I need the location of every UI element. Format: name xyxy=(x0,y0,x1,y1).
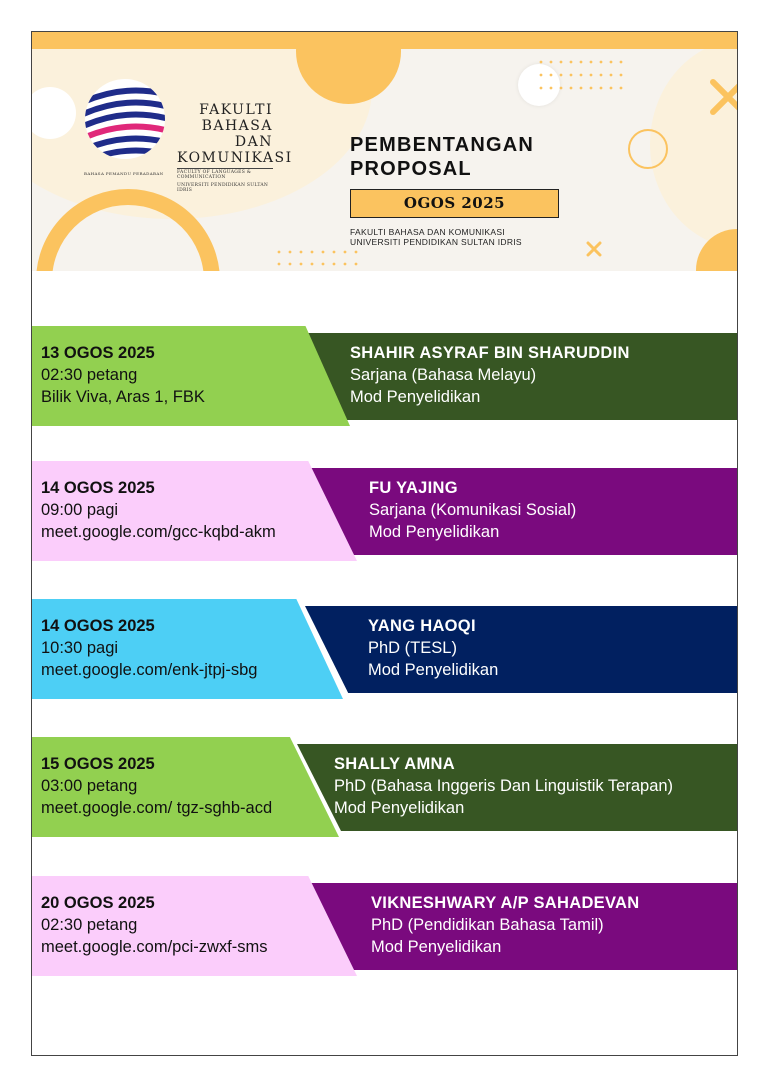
session-date: 14 OGOS 2025 xyxy=(41,479,155,497)
session-venue: meet.google.com/enk-jtpj-sbg xyxy=(41,661,258,679)
poster xyxy=(31,31,738,1056)
session-date: 15 OGOS 2025 xyxy=(41,755,155,773)
presenter-program: PhD (TESL) xyxy=(368,639,457,657)
session-venue: Bilik Viva, Aras 1, FBK xyxy=(41,388,205,406)
title-line-1: PEMBENTANGAN xyxy=(350,134,535,156)
presenter-program: Sarjana (Komunikasi Sosial) xyxy=(369,501,577,519)
logo-line-3: KOMUNIKASI xyxy=(177,150,293,166)
presenter-mode: Mod Penyelidikan xyxy=(334,799,465,817)
logo-sub-1: FACULTY OF LANGUAGES & COMMUNICATION xyxy=(177,168,273,180)
deco-dots-bottom xyxy=(276,249,362,269)
session-time: 10:30 pagi xyxy=(41,639,119,657)
presenter-name: YANG HAOQI xyxy=(368,617,476,635)
session-time: 02:30 petang xyxy=(41,916,138,934)
presenter-name: VIKNESHWARY A/P SAHADEVAN xyxy=(371,894,640,912)
presenter-program: PhD (Pendidikan Bahasa Tamil) xyxy=(371,916,604,934)
session-time: 09:00 pagi xyxy=(41,501,119,519)
schedule-text xyxy=(41,753,272,819)
top-stripe xyxy=(32,32,737,49)
presenter-mode: Mod Penyelidikan xyxy=(368,661,499,679)
schedule-text xyxy=(41,342,205,408)
presenter-text xyxy=(350,342,630,408)
deco-cross-icon xyxy=(708,77,737,117)
logo-line-2: BAHASA DAN xyxy=(201,118,273,150)
presenter-name: FU YAJING xyxy=(369,479,458,497)
presenter-text xyxy=(334,753,673,819)
presenter-mode: Mod Penyelidikan xyxy=(369,523,500,541)
schedule-text xyxy=(41,615,257,681)
session-venue: meet.google.com/gcc-kqbd-akm xyxy=(41,523,276,541)
presenter-text xyxy=(369,477,576,543)
session-date: 13 OGOS 2025 xyxy=(41,344,155,362)
deco-small-cross-icon xyxy=(585,240,603,258)
organization xyxy=(350,227,522,247)
logo-line-1: FAKULTI xyxy=(199,102,273,118)
presenter-mode: Mod Penyelidikan xyxy=(371,938,502,956)
page-title xyxy=(350,133,534,181)
deco-dots-top xyxy=(538,59,630,93)
faculty-logo-text xyxy=(177,102,293,193)
session-time: 02:30 petang xyxy=(41,366,138,384)
logo-sub-2: UNIVERSITI PENDIDIKAN SULTAN IDRIS xyxy=(177,183,269,193)
presenter-name: SHALLY AMNA xyxy=(334,755,455,773)
session-date: 14 OGOS 2025 xyxy=(41,617,155,635)
schedule-text xyxy=(41,477,276,543)
org-line-1: FAKULTI BAHASA DAN KOMUNIKASI xyxy=(350,227,505,237)
org-line-2: UNIVERSITI PENDIDIKAN SULTAN IDRIS xyxy=(350,237,522,247)
faculty-logo-emblem xyxy=(79,73,171,165)
session-time: 03:00 petang xyxy=(41,777,138,795)
presenter-mode: Mod Penyelidikan xyxy=(350,388,481,406)
title-line-2: PROPOSAL xyxy=(350,158,472,180)
session-venue: meet.google.com/pci-zwxf-sms xyxy=(41,938,268,956)
session-date: 20 OGOS 2025 xyxy=(41,894,155,912)
month-badge: OGOS 2025 xyxy=(350,189,559,218)
deco-orange-outline-circle xyxy=(628,129,668,169)
header-banner xyxy=(32,49,737,271)
presenter-name: SHAHIR ASYRAF BIN SHARUDDIN xyxy=(350,344,630,362)
presenter-program: PhD (Bahasa Inggeris Dan Linguistik Terapan) xyxy=(334,777,674,795)
presenter-text xyxy=(371,892,640,958)
session-venue: meet.google.com/ tgz-sghb-acd xyxy=(41,799,273,817)
schedule-text xyxy=(41,892,267,958)
presenter-program: Sarjana (Bahasa Melayu) xyxy=(350,366,537,384)
logo-arc-text: BAHASA PEMANDU PERADABAN xyxy=(84,171,164,176)
presenter-text xyxy=(368,615,498,681)
